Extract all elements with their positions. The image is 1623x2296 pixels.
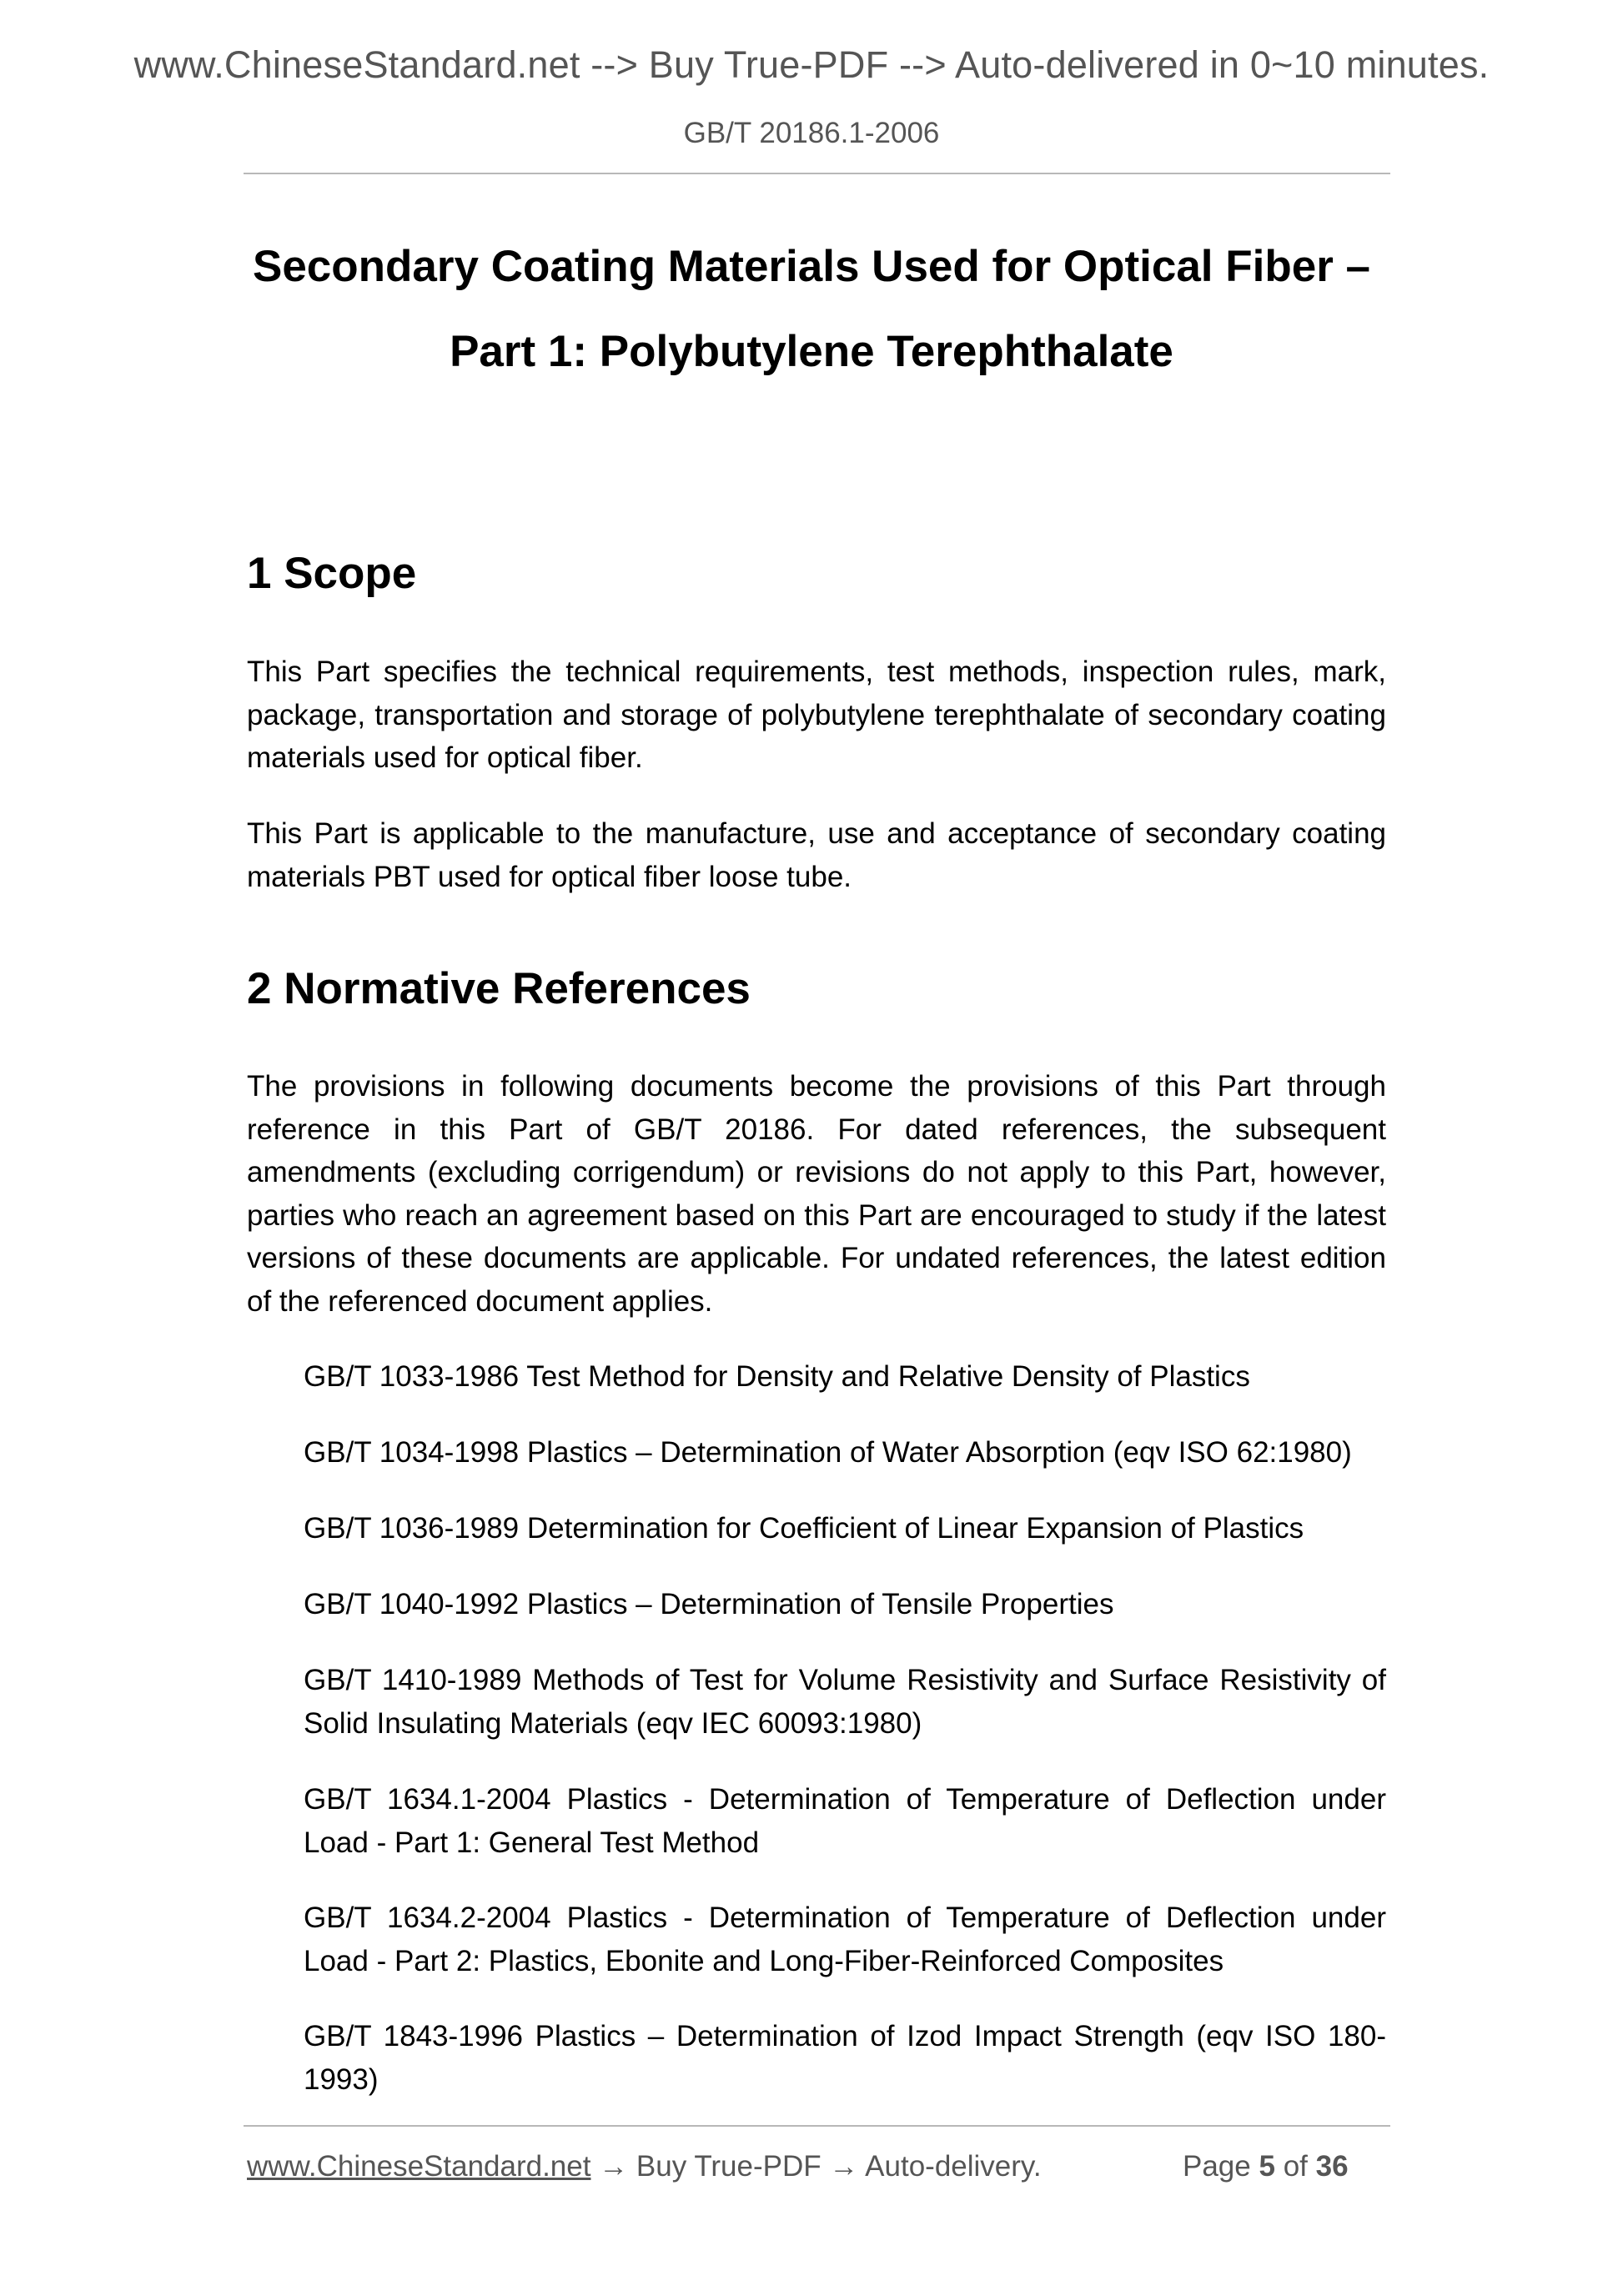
reference-item: GB/T 1033-1986 Test Method for Density and Relative Density of Plastics (304, 1360, 1250, 1393)
page-indicator (1183, 2150, 1349, 2183)
reference-item: GB/T 1040-1992 Plastics – Determination of Tensile Properties (304, 1588, 1114, 1620)
footer-tagline (247, 2150, 1042, 2183)
of-label: of (1283, 2150, 1308, 2183)
header-divider (244, 173, 1390, 174)
reference-item: GB/T 1410-1989 Methods of Test for Volume Resistivity and Surface Resistivity of Solid Insulating Materials (eqv IEC 60093:1980) (304, 1664, 1386, 1740)
references-intro-paragraph: The provisions in following documents become the provisions of this Part through reference in this Part of GB/T 20186. For dated references, the subsequent amendments (excluding corrigendum) or revisions do not apply to this Part, however, parties who reach an agreement based on this Part are encouraged to study if the latest versions of these documents are applicable. For undated references, the latest edition of the referenced document applies. (247, 1070, 1386, 1318)
scope-paragraph-2: This Part is applicable to the manufacture, use and acceptance of secondary coating materials PBT used for optical fiber loose tube. (247, 817, 1386, 893)
section-heading-normative-references: 2 Normative References (247, 964, 751, 1013)
reference-item: GB/T 1843-1996 Plastics – Determination of Izod Impact Strength (eqv ISO 180-1993) (304, 2020, 1386, 2096)
section-heading-scope: 1 Scope (247, 549, 417, 598)
website-link[interactable]: www.ChineseStandard.net (247, 2150, 591, 2183)
reference-item: GB/T 1034-1998 Plastics – Determination of Water Absorption (eqv ISO 62:1980) (304, 1436, 1352, 1469)
standard-number: GB/T 20186.1-2006 (683, 117, 940, 149)
reference-item: GB/T 1634.1-2004 Plastics - Determination of Temperature of Deflection under Load - Part 1: General Test Method (304, 1783, 1386, 1859)
reference-item: GB/T 1634.2-2004 Plastics - Determination of Temperature of Deflection under Load - Part 2: Plastics, Ebonite and Long-Fiber-Reinforced Composites (304, 1902, 1386, 1977)
page-label: Page (1183, 2150, 1251, 2183)
footer-tagline-text: → Buy True-PDF → Auto-delivery. (590, 2150, 1042, 2183)
top-banner: www.ChineseStandard.net --> Buy True-PDF --> Auto-delivered in 0~10 minutes. (133, 43, 1490, 86)
scope-paragraph-1: This Part specifies the technical requirements, test methods, inspection rules, mark, package, transportation and storage of polybutylene terephthalate of secondary coating materials used for optical fiber. (247, 656, 1386, 774)
page-number: 5 (1259, 2150, 1275, 2183)
reference-item: GB/T 1036-1989 Determination for Coefficient of Linear Expansion of Plastics (304, 1512, 1304, 1545)
footer-divider (244, 2125, 1390, 2127)
page-total: 36 (1315, 2150, 1349, 2183)
document-title-line-2: Part 1: Polybutylene Terephthalate (450, 327, 1173, 376)
document-title-line-1: Secondary Coating Materials Used for Optical Fiber – (252, 242, 1371, 291)
